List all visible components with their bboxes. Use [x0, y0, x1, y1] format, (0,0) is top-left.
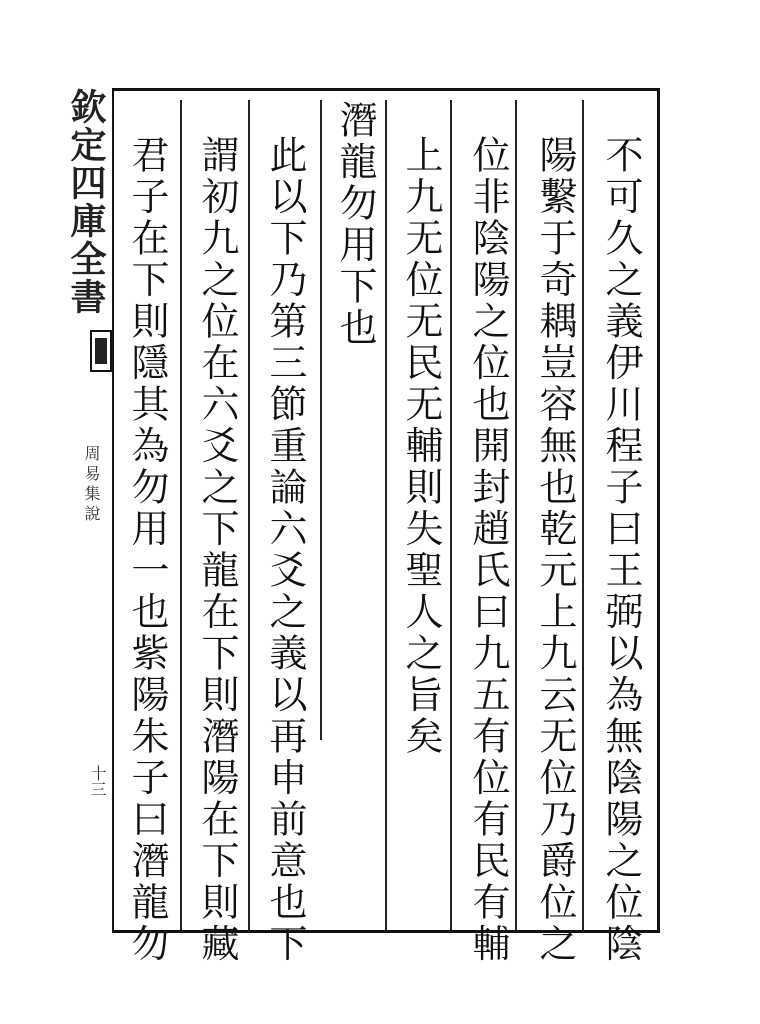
fishtail-mark-icon	[90, 330, 112, 372]
margin-label: 周易集說	[82, 445, 101, 525]
column-rule	[248, 100, 250, 930]
text-column-8: 君子在下則隱其為勿用一也紫陽朱子曰潛龍勿	[125, 135, 169, 965]
text-column-1: 不可久之義伊川程子曰王弼以為無陰陽之位陰	[599, 135, 643, 965]
page-number: 十三	[88, 765, 107, 797]
column-rule	[180, 100, 182, 930]
text-column-6: 此以下乃第三節重論六爻之義以再申前意也下	[263, 135, 307, 965]
frame-left-border	[112, 88, 114, 933]
text-column-4: 上九无位无民无輔則失聖人之旨矣	[399, 135, 443, 758]
text-column-7: 謂初九之位在六爻之下龍在下則潛陽在下則藏	[195, 135, 239, 965]
column-rule	[450, 100, 452, 930]
column-rule	[320, 100, 322, 740]
text-column-2: 陽繫于奇耦豈容無也乾元上九云无位乃爵位之	[533, 135, 577, 965]
text-column-3: 位非陰陽之位也開封趙氏曰九五有位有民有輔	[466, 135, 510, 965]
column-rule	[515, 100, 517, 930]
column-rule	[582, 100, 584, 930]
column-rule	[385, 100, 387, 930]
spine-title: 欽定四庫全書	[65, 88, 107, 316]
text-column-5: 潛龍勿用下也	[333, 100, 377, 349]
